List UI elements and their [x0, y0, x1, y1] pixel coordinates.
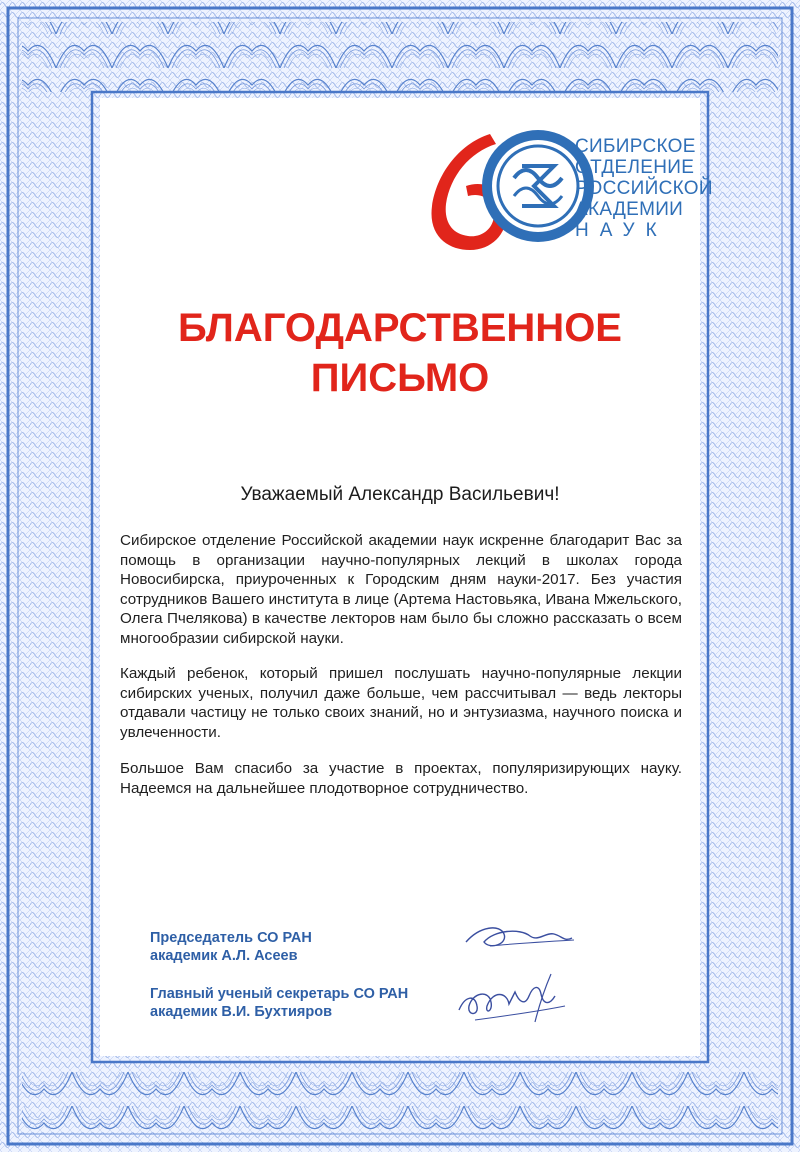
- letter-paragraph-3: Большое Вам спасибо за участие в проектах, популяризирующих науку. Надеемся на дальнейшее плодотворное сотрудничество.: [120, 760, 682, 797]
- signatory-2: [150, 985, 408, 1021]
- org-line-5: НАУК: [575, 220, 668, 241]
- organization-name: [575, 136, 713, 241]
- org-line-3: РОССИЙСКОЙ: [575, 178, 713, 199]
- signatory-2-name: академик В.И. Бухтияров: [150, 1004, 333, 1020]
- org-line-1: СИБИРСКОЕ: [575, 136, 696, 157]
- signatory-1: [150, 929, 312, 965]
- org-line-2: ОТДЕЛЕНИЕ: [575, 157, 695, 178]
- salutation: Уважаемый Александр Васильевич!: [240, 484, 560, 505]
- signatory-2-position: Главный ученый секретарь СО РАН: [150, 986, 409, 1002]
- letter-paragraph-2: Каждый ребенок, который пришел послушать научно-популярные лекции сибирских ученых, получил даже больше, чем рассчитывал — ведь лекторы отдавали частицу не только своих знаний, но и энтузиазма, научного поиска и увлеченности.: [120, 665, 682, 741]
- handwritten-signature-2: [455, 966, 575, 1026]
- signatory-1-name: академик А.Л. Асеев: [150, 948, 298, 964]
- signatory-1-position: Председатель СО РАН: [150, 930, 312, 946]
- letter-paragraph-1: Сибирское отделение Российской академии наук искренне благодарит Вас за помощь в организации научно-популярных лекций в школах города Новосибирска, приуроченных к Городским дням науки-2017. Без участия сотрудников Вашего института в лице (Артема Настовьяка, Ивана Мжельского, Олега Пчелякова) в качестве лекторов нам было бы сложно рассказать о всем многообразии сибирской науки.: [120, 532, 682, 647]
- org-line-4: АКАДЕМИИ: [575, 199, 684, 220]
- handwritten-signature-1: [460, 916, 580, 956]
- document-title-line-2: ПИСЬМО: [310, 356, 490, 400]
- document-title-line-1: БЛАГОДАРСТВЕННОЕ: [178, 306, 622, 350]
